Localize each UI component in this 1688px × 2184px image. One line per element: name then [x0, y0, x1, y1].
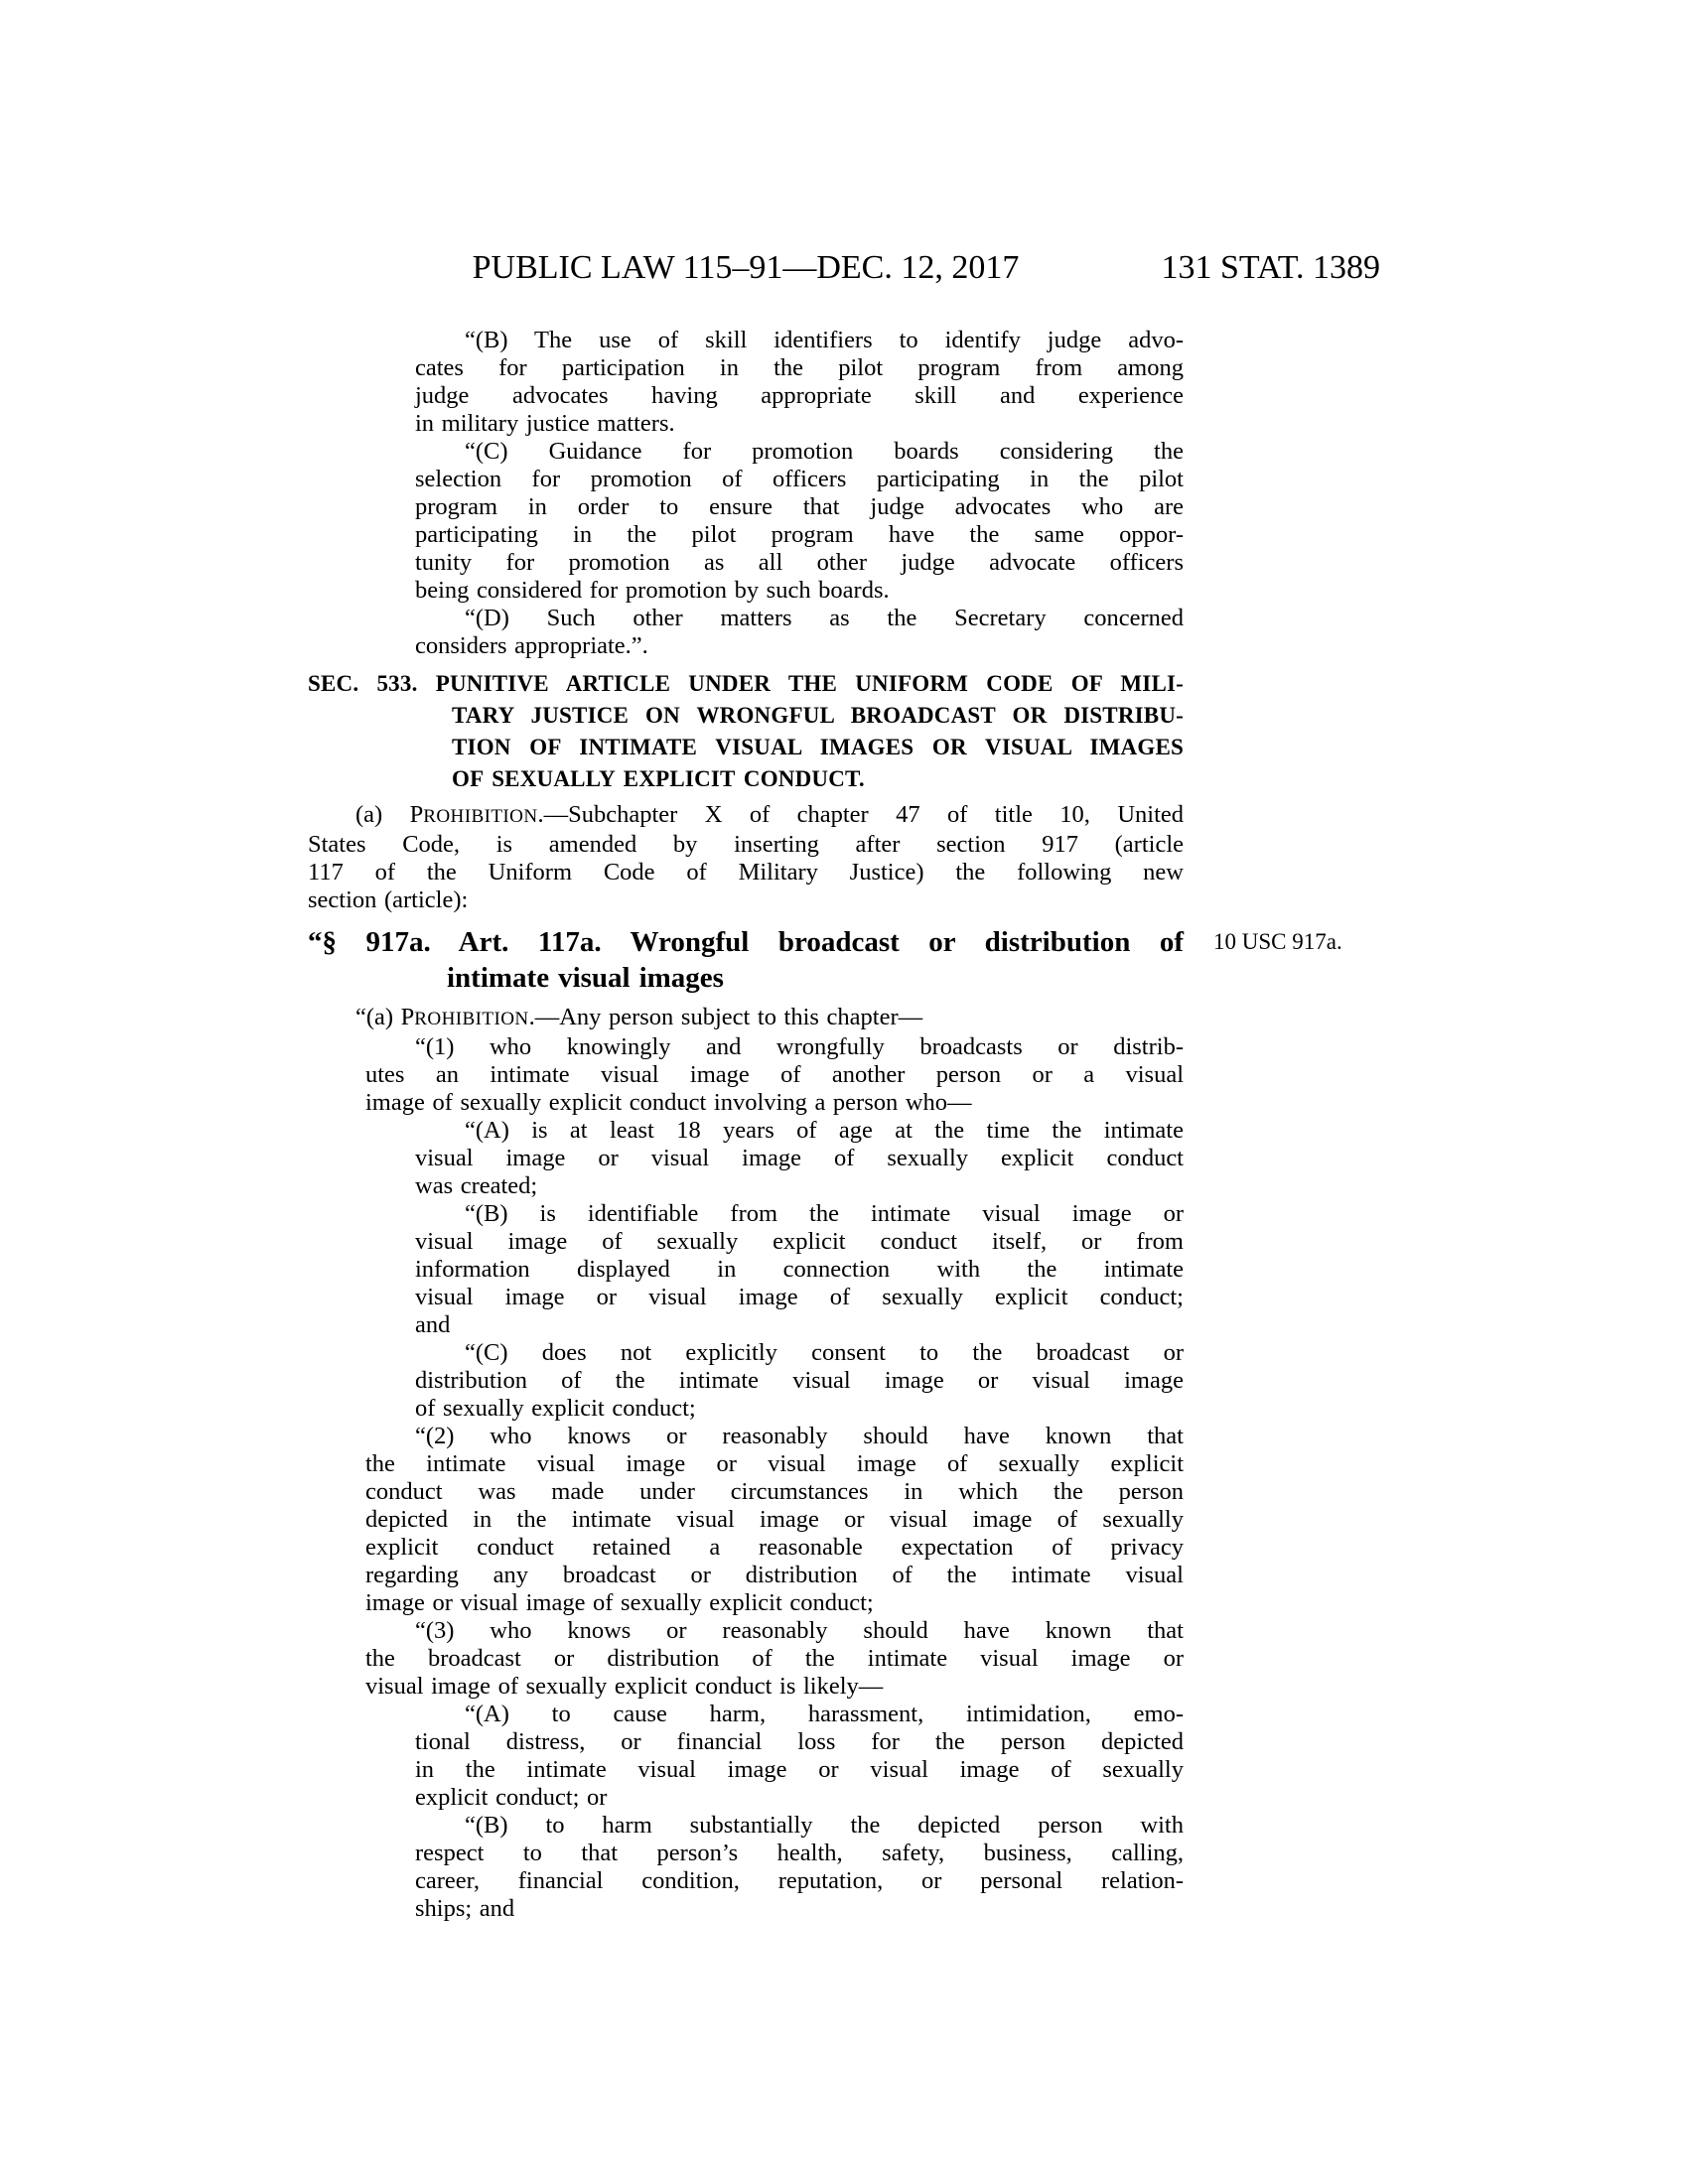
text-line: distribution of the intimate visual image or visual image: [415, 1367, 1184, 1394]
para-3B-harm-substantially: [308, 1812, 1184, 1923]
text-column: [308, 327, 1342, 1923]
text-line: tunity for promotion as all other judge advocate officers: [415, 549, 1184, 576]
text-line: OF SEXUALLY EXPLICIT CONDUCT.: [452, 766, 865, 791]
text-line: was created;: [415, 1172, 538, 1199]
para-1-knowingly-broadcasts: [308, 1033, 1184, 1117]
text-line: “(1) who knowingly and wrongfully broadcasts or distrib-: [415, 1033, 1184, 1060]
text-line: 117 of the Uniform Code of Military Justice) the following new: [308, 859, 1184, 886]
text-line: tional distress, or financial loss for the person depicted: [415, 1728, 1184, 1755]
text-line: “(A) to cause harm, harassment, intimidation, emo-: [465, 1701, 1184, 1727]
text-line: “(D) Such other matters as the Secretary concerned: [465, 605, 1184, 631]
text-line: (a) PROHIBITION.—Subchapter X of chapter 47 of title 10, United: [355, 801, 1184, 828]
para-C-guidance-promotion-boards: [308, 438, 1184, 605]
para-2-expectation-of-privacy: [308, 1423, 1184, 1617]
text-line: considers appropriate.”.: [415, 632, 648, 659]
text-line: visual image of sexually explicit conduct itself, or from: [415, 1228, 1184, 1255]
text-line: “(C) does not explicitly consent to the broadcast or: [465, 1339, 1184, 1366]
text-line: and: [415, 1311, 451, 1338]
stat-page-number: 131 STAT. 1389: [1161, 249, 1380, 286]
text-line: career, financial condition, reputation, or personal relation-: [415, 1867, 1184, 1894]
text-line: “(a) PROHIBITION.—Any person subject to this chapter—: [355, 1004, 923, 1030]
us-code-margin-note: 10 USC 917a.: [1213, 929, 1342, 954]
para-a-prohibition-amendment: [308, 801, 1184, 914]
text-line: regarding any broadcast or distribution of the intimate visual: [365, 1562, 1184, 1588]
text-line: visual image or visual image of sexually explicit conduct: [415, 1145, 1184, 1171]
para-1C-consent: [308, 1339, 1184, 1423]
text-line: in military justice matters.: [415, 410, 675, 437]
para-D-other-matters: [308, 605, 1184, 660]
text-line: cates for participation in the pilot program from among: [415, 354, 1184, 381]
text-line: image of sexually explicit conduct involving a person who—: [365, 1089, 972, 1116]
text-line: ships; and: [415, 1895, 515, 1922]
text-line: “(2) who knows or reasonably should have known that: [415, 1423, 1184, 1449]
para-3-likely: [308, 1617, 1184, 1701]
text-line: respect to that person’s health, safety, business, calling,: [415, 1840, 1184, 1866]
running-head-law-title: PUBLIC LAW 115–91—DEC. 12, 2017: [472, 249, 1020, 286]
text-line: explicit conduct retained a reasonable expectation of privacy: [365, 1534, 1184, 1561]
para-B-skill-identifiers: [308, 327, 1184, 438]
text-line: of sexually explicit conduct;: [415, 1395, 696, 1422]
text-line: “(C) Guidance for promotion boards considering the: [465, 438, 1184, 465]
text-line: section (article):: [308, 887, 469, 913]
text-line: “(B) is identifiable from the intimate visual image or: [465, 1200, 1184, 1227]
text-line: visual image or visual image of sexually explicit conduct;: [415, 1284, 1184, 1310]
text-line: explicit conduct; or: [415, 1784, 608, 1811]
art-117a-heading: [308, 924, 1342, 996]
text-line: utes an intimate visual image of another person or a visual: [365, 1061, 1184, 1088]
text-line: the broadcast or distribution of the intimate visual image or: [365, 1645, 1184, 1672]
text-line: “(A) is at least 18 years of age at the time the intimate: [465, 1117, 1184, 1144]
text-line: intimate visual images: [447, 962, 724, 994]
text-line: selection for promotion of officers participating in the pilot: [415, 466, 1184, 492]
text-line: “(B) The use of skill identifiers to identify judge advo-: [465, 327, 1184, 353]
text-line: “(3) who knows or reasonably should have known that: [415, 1617, 1184, 1644]
text-line: “§ 917a. Art. 117a. Wrongful broadcast or distribution of: [308, 926, 1184, 958]
text-line: visual image of sexually explicit conduct is likely—: [365, 1673, 884, 1700]
para-1A-age: [308, 1117, 1184, 1200]
text-line: participating in the pilot program have the same oppor-: [415, 521, 1184, 548]
running-head: [308, 248, 1380, 290]
text-line: States Code, is amended by inserting after section 917 (article: [308, 831, 1184, 858]
text-line: information displayed in connection with the intimate: [415, 1256, 1184, 1283]
text-line: TION OF INTIMATE VISUAL IMAGES OR VISUAL IMAGES: [452, 735, 1184, 759]
text-line: judge advocates having appropriate skill and experience: [415, 382, 1184, 409]
para-3A-cause-harm: [308, 1701, 1184, 1812]
text-line: depicted in the intimate visual image or visual image of sexually: [365, 1506, 1184, 1533]
text-line: in the intimate visual image or visual image of sexually: [415, 1756, 1184, 1783]
para-1B-identifiable: [308, 1200, 1184, 1339]
text-line: image or visual image of sexually explicit conduct;: [365, 1589, 874, 1616]
text-line: TARY JUSTICE ON WRONGFUL BROADCAST OR DISTRIBU-: [452, 703, 1184, 728]
sec-533-heading: [308, 668, 1184, 795]
text-line: SEC. 533. PUNITIVE ARTICLE UNDER THE UNIFORM CODE OF MILI-: [308, 671, 1184, 696]
text-line: program in order to ensure that judge advocates who are: [415, 493, 1184, 520]
para-quoted-a-prohibition: [308, 1004, 1184, 1033]
text-line: the intimate visual image or visual image of sexually explicit: [365, 1450, 1184, 1477]
text-line: conduct was made under circumstances in which the person: [365, 1478, 1184, 1505]
text-line: being considered for promotion by such boards.: [415, 577, 890, 604]
text-line: “(B) to harm substantially the depicted person with: [465, 1812, 1184, 1839]
